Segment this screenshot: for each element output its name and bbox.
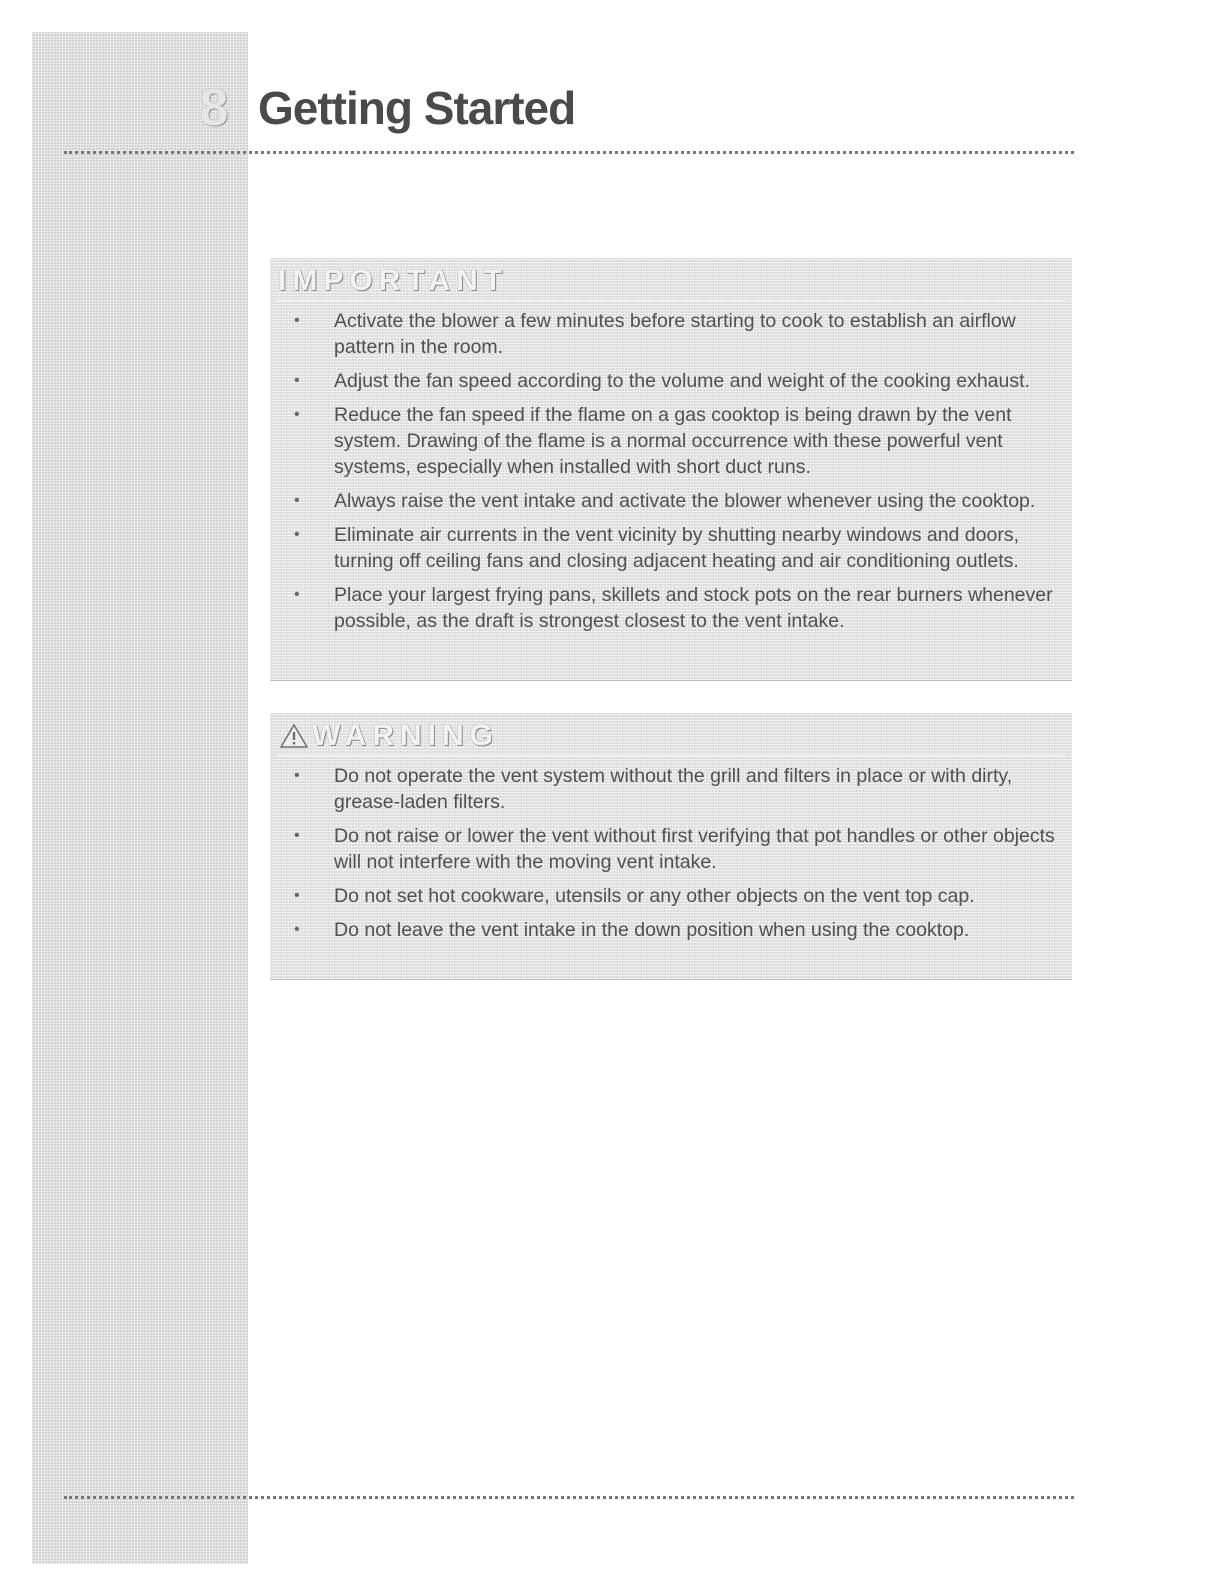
warning-heading-row bbox=[280, 717, 499, 755]
important-heading: IMPORTANT bbox=[278, 264, 509, 297]
list-item bbox=[270, 368, 1072, 394]
list-item-text: Place your largest frying pans, skillets and stock pots on the rear burners whenever possible, as the draft is strongest closest to the vent intake. bbox=[334, 584, 1053, 632]
list-item-text: Do not set hot cookware, utensils or any other objects on the vent top cap. bbox=[334, 885, 975, 907]
list-item bbox=[270, 402, 1072, 480]
list-item-text: Do not leave the vent intake in the down position when using the cooktop. bbox=[334, 919, 970, 941]
warning-heading-divider bbox=[276, 755, 1066, 756]
bullet-icon: • bbox=[294, 921, 300, 938]
list-item-text: Reduce the fan speed if the flame on a gas cooktop is being drawn by the vent system. Drawing of the flame is a normal occurrence with these powerful vent systems, especially when installed with short duct runs. bbox=[334, 404, 1012, 478]
footer-divider bbox=[64, 1496, 1074, 1499]
list-item bbox=[270, 308, 1072, 360]
list-item-text: Always raise the vent intake and activate the blower whenever using the cooktop. bbox=[334, 490, 1036, 512]
list-item-text: Do not operate the vent system without the grill and filters in place or with dirty, grease-laden filters. bbox=[334, 765, 1013, 813]
bullet-icon: • bbox=[294, 586, 300, 603]
bullet-icon: • bbox=[294, 406, 300, 423]
bullet-icon: • bbox=[294, 312, 300, 329]
bullet-icon: • bbox=[294, 526, 300, 543]
list-item-text: Eliminate air currents in the vent vicinity by shutting nearby windows and doors, turning off ceiling fans and closing adjacent heating and air conditioning outlets. bbox=[334, 524, 1020, 572]
warning-list bbox=[270, 763, 1072, 951]
important-notice-box bbox=[270, 258, 1072, 681]
important-heading-divider bbox=[276, 300, 1066, 301]
bullet-icon: • bbox=[294, 767, 300, 784]
page-sidebar-band bbox=[32, 32, 248, 1564]
list-item bbox=[270, 763, 1072, 815]
list-item bbox=[270, 917, 1072, 943]
page-number: 8 bbox=[199, 79, 229, 137]
list-item bbox=[270, 488, 1072, 514]
bullet-icon: • bbox=[294, 887, 300, 904]
bullet-icon: • bbox=[294, 827, 300, 844]
list-item-text: Activate the blower a few minutes before starting to cook to establish an airflow pattern in the room. bbox=[334, 310, 1016, 358]
list-item bbox=[270, 823, 1072, 875]
bullet-icon: • bbox=[294, 372, 300, 389]
warning-triangle-icon bbox=[280, 723, 308, 749]
header-divider bbox=[64, 151, 1074, 154]
list-item-text: Adjust the fan speed according to the volume and weight of the cooking exhaust. bbox=[334, 370, 1030, 392]
warning-notice-box bbox=[270, 713, 1072, 980]
list-item-text: Do not raise or lower the vent without first verifying that pot handles or other objects will not interfere with the moving vent intake. bbox=[334, 825, 1055, 873]
bullet-icon: • bbox=[294, 492, 300, 509]
list-item bbox=[270, 582, 1072, 634]
page-title: Getting Started bbox=[258, 82, 576, 134]
list-item bbox=[270, 522, 1072, 574]
important-list bbox=[270, 308, 1072, 642]
list-item bbox=[270, 883, 1072, 909]
warning-heading: WARNING bbox=[312, 719, 499, 752]
